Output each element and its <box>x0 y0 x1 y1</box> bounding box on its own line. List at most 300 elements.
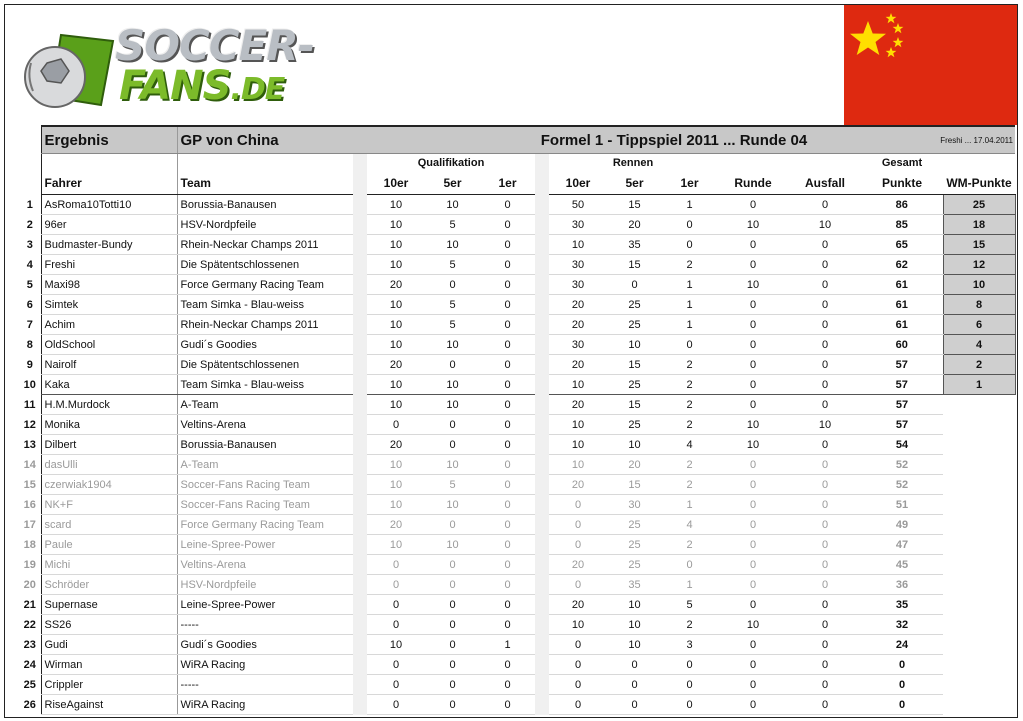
table-row <box>19 515 1015 535</box>
row-fahrer: Monika <box>41 415 177 435</box>
row-q5: 0 <box>425 275 480 295</box>
row-r1: 2 <box>662 475 717 495</box>
row-ausfall: 0 <box>789 235 861 255</box>
soccer-fans-logo <box>19 15 315 120</box>
row-ausfall: 0 <box>789 575 861 595</box>
table-row <box>19 275 1015 295</box>
row-punkte: 57 <box>861 395 943 415</box>
row-wm: 2 <box>943 355 1015 375</box>
row-fahrer: Achim <box>41 315 177 335</box>
row-punkte: 49 <box>861 515 943 535</box>
row-wm <box>943 535 1015 555</box>
row-q5: 0 <box>425 415 480 435</box>
row-ausfall: 0 <box>789 275 861 295</box>
row-wm <box>943 575 1015 595</box>
row-team: Die Spätentschlossenen <box>177 255 353 275</box>
row-rank: 24 <box>23 658 36 671</box>
row-r10: 10 <box>549 235 607 255</box>
title-row <box>19 126 1015 154</box>
row-q5: 0 <box>425 655 480 675</box>
row-r10: 20 <box>549 475 607 495</box>
row-team: WiRA Racing <box>177 655 353 675</box>
col-punkte: Punkte <box>861 172 943 195</box>
row-q5: 5 <box>425 315 480 335</box>
row-ausfall: 0 <box>789 395 861 415</box>
row-r5: 15 <box>607 395 662 415</box>
sheet-title: Formel 1 - Tippspiel 2011 ... Runde 04 <box>367 126 861 154</box>
row-team: Rhein-Neckar Champs 2011 <box>177 235 353 255</box>
ergebnis-label: Ergebnis <box>41 126 177 154</box>
row-rank: 4 <box>26 258 33 271</box>
row-q1: 0 <box>480 615 535 635</box>
row-r10: 10 <box>549 415 607 435</box>
row-r10: 20 <box>549 555 607 575</box>
row-punkte: 45 <box>861 555 943 575</box>
row-fahrer: RiseAgainst <box>41 695 177 715</box>
row-q5: 5 <box>425 295 480 315</box>
column-header-row <box>19 172 1015 195</box>
gap-cell <box>535 555 549 575</box>
row-r5: 25 <box>607 315 662 335</box>
row-rank: 19 <box>23 558 36 571</box>
row-ausfall: 0 <box>789 195 861 215</box>
table-row <box>19 635 1015 655</box>
row-fahrer: Nairolf <box>41 355 177 375</box>
row-r10: 10 <box>549 375 607 395</box>
row-wm <box>943 555 1015 575</box>
row-q1: 0 <box>480 455 535 475</box>
row-q5: 0 <box>425 675 480 695</box>
row-rank: 22 <box>23 618 36 631</box>
row-rank: 18 <box>23 538 36 551</box>
row-r10: 20 <box>549 595 607 615</box>
row-q5: 10 <box>425 195 480 215</box>
row-ausfall: 0 <box>789 295 861 315</box>
table-row <box>19 595 1015 615</box>
soccer-ball-icon <box>21 33 117 113</box>
gap-cell <box>535 255 549 275</box>
row-fahrer: Budmaster-Bundy <box>41 235 177 255</box>
row-fahrer: Schröder <box>41 575 177 595</box>
row-team: Gudi´s Goodies <box>177 335 353 355</box>
gap-cell <box>353 535 367 555</box>
row-q10: 10 <box>367 315 425 335</box>
row-r10: 30 <box>549 215 607 235</box>
row-ausfall: 0 <box>789 535 861 555</box>
row-q1: 0 <box>480 535 535 555</box>
gap-cell <box>535 295 549 315</box>
row-runde: 0 <box>717 515 789 535</box>
row-fahrer: OldSchool <box>41 335 177 355</box>
row-team: Team Simka - Blau-weiss <box>177 295 353 315</box>
table-row <box>19 475 1015 495</box>
row-ausfall: 0 <box>789 615 861 635</box>
row-r5: 25 <box>607 415 662 435</box>
gap-cell <box>353 295 367 315</box>
row-team: Force Germany Racing Team <box>177 515 353 535</box>
row-runde: 0 <box>717 255 789 275</box>
row-rank: 14 <box>23 458 36 471</box>
row-wm <box>943 395 1015 415</box>
col-team: Team <box>177 172 353 195</box>
gap-cell <box>535 675 549 695</box>
row-q5: 0 <box>425 575 480 595</box>
row-team: Veltins-Arena <box>177 555 353 575</box>
row-rank: 17 <box>23 518 36 531</box>
row-ausfall: 0 <box>789 495 861 515</box>
gap-cell <box>353 695 367 715</box>
row-runde: 0 <box>717 595 789 615</box>
row-q10: 10 <box>367 235 425 255</box>
row-q1: 0 <box>480 515 535 535</box>
row-r1: 2 <box>662 395 717 415</box>
row-rank: 2 <box>26 218 33 231</box>
row-r1: 1 <box>662 575 717 595</box>
row-punkte: 0 <box>861 675 943 695</box>
row-r1: 2 <box>662 255 717 275</box>
row-fahrer: Gudi <box>41 635 177 655</box>
flag-stars-icon <box>844 5 1018 125</box>
row-ausfall: 0 <box>789 675 861 695</box>
row-q10: 20 <box>367 275 425 295</box>
row-fahrer: Dilbert <box>41 435 177 455</box>
gap-cell <box>535 455 549 475</box>
row-r10: 0 <box>549 675 607 695</box>
gap-cell <box>535 535 549 555</box>
row-r5: 0 <box>607 655 662 675</box>
row-r1: 0 <box>662 235 717 255</box>
row-wm <box>943 595 1015 615</box>
gap-cell <box>535 615 549 635</box>
row-r5: 20 <box>607 455 662 475</box>
row-q5: 5 <box>425 215 480 235</box>
row-ausfall: 0 <box>789 375 861 395</box>
gap-cell <box>535 355 549 375</box>
row-rank: 3 <box>26 238 33 251</box>
table-row <box>19 615 1015 635</box>
row-punkte: 52 <box>861 475 943 495</box>
table-row <box>19 575 1015 595</box>
row-r1: 0 <box>662 675 717 695</box>
row-r5: 0 <box>607 675 662 695</box>
row-punkte: 57 <box>861 355 943 375</box>
logo-line-2: FANS.DE <box>119 63 285 109</box>
row-punkte: 60 <box>861 335 943 355</box>
row-team: Rhein-Neckar Champs 2011 <box>177 315 353 335</box>
row-runde: 0 <box>717 535 789 555</box>
row-rank: 16 <box>23 498 36 511</box>
row-wm: 8 <box>943 295 1015 315</box>
row-q5: 5 <box>425 475 480 495</box>
row-wm <box>943 495 1015 515</box>
row-runde: 0 <box>717 635 789 655</box>
row-r1: 0 <box>662 655 717 675</box>
gap-cell <box>353 515 367 535</box>
table-row <box>19 535 1015 555</box>
row-fahrer: AsRoma10Totti10 <box>41 195 177 215</box>
row-wm: 18 <box>943 215 1015 235</box>
row-runde: 0 <box>717 675 789 695</box>
gap-cell <box>535 475 549 495</box>
row-ausfall: 0 <box>789 515 861 535</box>
row-rank: 5 <box>26 278 33 291</box>
results-sheet <box>4 4 1018 718</box>
row-team: ----- <box>177 675 353 695</box>
row-team: Soccer-Fans Racing Team <box>177 475 353 495</box>
row-r10: 20 <box>549 315 607 335</box>
row-r1: 1 <box>662 295 717 315</box>
row-r10: 0 <box>549 515 607 535</box>
row-team: Die Spätentschlossenen <box>177 355 353 375</box>
row-r5: 10 <box>607 335 662 355</box>
row-q1: 0 <box>480 475 535 495</box>
row-team: A-Team <box>177 455 353 475</box>
rennen-group-label: Rennen <box>612 157 654 169</box>
gap-cell <box>353 635 367 655</box>
row-q10: 0 <box>367 615 425 635</box>
gap-cell <box>535 435 549 455</box>
row-punkte: 32 <box>861 615 943 635</box>
row-q10: 20 <box>367 355 425 375</box>
row-r5: 35 <box>607 235 662 255</box>
row-q10: 10 <box>367 495 425 515</box>
row-rank: 21 <box>23 598 36 611</box>
row-runde: 0 <box>717 655 789 675</box>
row-rank: 23 <box>23 638 36 651</box>
table-row <box>19 555 1015 575</box>
row-q10: 0 <box>367 575 425 595</box>
row-rank: 25 <box>23 678 36 691</box>
gap-cell <box>535 395 549 415</box>
row-rank: 10 <box>23 378 36 391</box>
row-q5: 10 <box>425 235 480 255</box>
row-ausfall: 0 <box>789 355 861 375</box>
row-punkte: 54 <box>861 435 943 455</box>
row-punkte: 0 <box>861 695 943 715</box>
row-wm <box>943 455 1015 475</box>
row-runde: 0 <box>717 475 789 495</box>
gap-cell <box>353 655 367 675</box>
row-ausfall: 0 <box>789 635 861 655</box>
row-wm <box>943 635 1015 655</box>
row-q1: 0 <box>480 495 535 515</box>
gap-cell <box>535 275 549 295</box>
row-runde: 0 <box>717 235 789 255</box>
row-q10: 10 <box>367 195 425 215</box>
row-fahrer: scard <box>41 515 177 535</box>
row-q5: 0 <box>425 635 480 655</box>
row-runde: 10 <box>717 275 789 295</box>
row-q10: 10 <box>367 635 425 655</box>
gap-cell <box>353 315 367 335</box>
gap-cell <box>353 675 367 695</box>
row-q1: 0 <box>480 395 535 415</box>
row-runde: 10 <box>717 415 789 435</box>
row-q10: 10 <box>367 295 425 315</box>
row-q1: 0 <box>480 195 535 215</box>
col-q1: 1er <box>480 172 535 195</box>
row-runde: 0 <box>717 315 789 335</box>
row-q10: 10 <box>367 375 425 395</box>
row-wm <box>943 675 1015 695</box>
row-q5: 10 <box>425 535 480 555</box>
row-ausfall: 0 <box>789 595 861 615</box>
row-q5: 10 <box>425 495 480 515</box>
row-ausfall: 0 <box>789 435 861 455</box>
row-punkte: 85 <box>861 215 943 235</box>
row-q5: 0 <box>425 355 480 375</box>
row-r1: 2 <box>662 535 717 555</box>
row-r10: 0 <box>549 655 607 675</box>
row-team: Team Simka - Blau-weiss <box>177 375 353 395</box>
row-wm <box>943 475 1015 495</box>
row-q10: 0 <box>367 595 425 615</box>
row-r10: 10 <box>549 615 607 635</box>
row-q10: 0 <box>367 695 425 715</box>
row-fahrer: NK+F <box>41 495 177 515</box>
table-row <box>19 655 1015 675</box>
gap-cell <box>353 455 367 475</box>
row-r5: 15 <box>607 255 662 275</box>
gap-cell <box>353 615 367 635</box>
row-q5: 0 <box>425 615 480 635</box>
row-q10: 10 <box>367 395 425 415</box>
gap-cell <box>535 415 549 435</box>
row-punkte: 52 <box>861 455 943 475</box>
row-r1: 0 <box>662 695 717 715</box>
row-q5: 5 <box>425 255 480 275</box>
col-q10: 10er <box>367 172 425 195</box>
row-punkte: 61 <box>861 275 943 295</box>
col-q5: 5er <box>425 172 480 195</box>
table-row <box>19 195 1015 215</box>
row-runde: 0 <box>717 495 789 515</box>
row-r5: 25 <box>607 555 662 575</box>
col-r1: 1er <box>662 172 717 195</box>
row-punkte: 61 <box>861 295 943 315</box>
col-r5: 5er <box>607 172 662 195</box>
row-team: Borussia-Banausen <box>177 435 353 455</box>
row-team: Veltins-Arena <box>177 415 353 435</box>
row-runde: 0 <box>717 375 789 395</box>
gap-cell <box>535 235 549 255</box>
row-rank: 11 <box>23 398 36 411</box>
table-row <box>19 455 1015 475</box>
row-rank: 12 <box>23 418 36 431</box>
row-wm: 6 <box>943 315 1015 335</box>
row-r1: 2 <box>662 415 717 435</box>
row-fahrer: Simtek <box>41 295 177 315</box>
row-runde: 0 <box>717 355 789 375</box>
row-fahrer: Freshi <box>41 255 177 275</box>
row-wm: 10 <box>943 275 1015 295</box>
row-runde: 0 <box>717 455 789 475</box>
row-r5: 10 <box>607 615 662 635</box>
gap-cell <box>535 655 549 675</box>
table-row <box>19 315 1015 335</box>
gap-cell <box>353 495 367 515</box>
row-q5: 0 <box>425 555 480 575</box>
quali-group-label: Qualifikation <box>417 157 485 169</box>
row-r10: 0 <box>549 535 607 555</box>
row-fahrer: Maxi98 <box>41 275 177 295</box>
row-q10: 10 <box>367 475 425 495</box>
row-fahrer: Supernase <box>41 595 177 615</box>
gap-cell <box>535 575 549 595</box>
row-r5: 10 <box>607 595 662 615</box>
row-rank: 26 <box>23 698 36 711</box>
row-team: HSV-Nordpfeile <box>177 215 353 235</box>
row-team: Gudi´s Goodies <box>177 635 353 655</box>
row-q5: 0 <box>425 695 480 715</box>
row-r1: 1 <box>662 315 717 335</box>
row-r10: 0 <box>549 635 607 655</box>
gap-cell <box>353 435 367 455</box>
gap-cell <box>535 315 549 335</box>
row-fahrer: Wirman <box>41 655 177 675</box>
row-q1: 0 <box>480 335 535 355</box>
row-fahrer: H.M.Murdock <box>41 395 177 415</box>
row-r10: 0 <box>549 495 607 515</box>
logo-line-1: SOCCER- <box>115 21 315 70</box>
row-r5: 30 <box>607 495 662 515</box>
table-row <box>19 435 1015 455</box>
row-r5: 15 <box>607 355 662 375</box>
row-r10: 50 <box>549 195 607 215</box>
credit-date: Freshi ... 17.04.2011 <box>861 126 1015 154</box>
row-q10: 10 <box>367 215 425 235</box>
row-r10: 20 <box>549 295 607 315</box>
row-q1: 0 <box>480 355 535 375</box>
gap-cell <box>535 495 549 515</box>
row-q10: 10 <box>367 535 425 555</box>
row-r1: 2 <box>662 375 717 395</box>
row-r10: 0 <box>549 695 607 715</box>
row-r10: 30 <box>549 275 607 295</box>
row-r1: 0 <box>662 335 717 355</box>
row-wm: 25 <box>943 195 1015 215</box>
table-row <box>19 495 1015 515</box>
row-q10: 20 <box>367 435 425 455</box>
row-wm <box>943 615 1015 635</box>
row-rank: 8 <box>26 338 33 351</box>
row-ausfall: 0 <box>789 335 861 355</box>
gap-cell <box>353 555 367 575</box>
row-q10: 0 <box>367 555 425 575</box>
row-team: Soccer-Fans Racing Team <box>177 495 353 515</box>
row-q10: 20 <box>367 515 425 535</box>
row-runde: 0 <box>717 295 789 315</box>
table-row <box>19 675 1015 695</box>
gap-cell <box>535 635 549 655</box>
table-row <box>19 335 1015 355</box>
row-r1: 1 <box>662 195 717 215</box>
gap-cell <box>353 575 367 595</box>
row-q1: 0 <box>480 255 535 275</box>
row-wm: 4 <box>943 335 1015 355</box>
row-q1: 0 <box>480 655 535 675</box>
gesamt-group-label: Gesamt <box>881 157 923 169</box>
gap-cell <box>353 475 367 495</box>
row-ausfall: 10 <box>789 215 861 235</box>
row-team: Leine-Spree-Power <box>177 535 353 555</box>
row-runde: 0 <box>717 575 789 595</box>
row-q5: 10 <box>425 455 480 475</box>
table-row <box>19 415 1015 435</box>
row-r1: 0 <box>662 555 717 575</box>
row-punkte: 36 <box>861 575 943 595</box>
row-r1: 2 <box>662 455 717 475</box>
